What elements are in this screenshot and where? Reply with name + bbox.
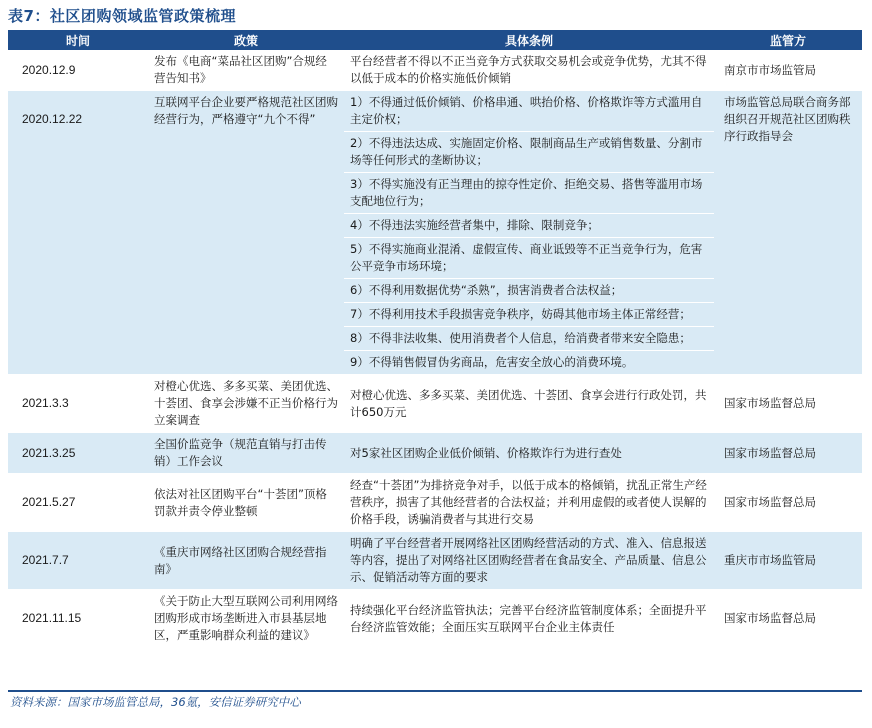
detail-item: 8）不得非法收集、使用消费者个人信息，给消费者带来安全隐患； (344, 327, 714, 351)
header-date: 时间 (8, 32, 148, 50)
table-row (8, 375, 862, 433)
row-regulator: 重庆市市场监管局 (714, 532, 862, 590)
bottom-rule (8, 690, 862, 692)
row-regulator: 国家市场监督总局 (714, 433, 862, 474)
detail-item: 4）不得违法实施经营者集中，排除、限制竞争； (344, 214, 714, 238)
detail-item: 3）不得实施没有正当理由的掠夺性定价、拒绝交易、搭售等滥用市场支配地位行为； (344, 173, 714, 214)
table-title: 表7：社区团购领域监管政策梳理 (8, 7, 236, 25)
row-regulator: 市场监管总局联合商务部组织召开规范社区团购秩序行政指导会 (714, 91, 862, 375)
row-policy: 互联网平台企业要严格规范社区团购经营行为，严格遵守“九个不得” (148, 91, 344, 375)
header-policy: 政策 (148, 32, 344, 50)
row-policy: 对橙心优选、多多买菜、美团优选、十荟团、食享会涉嫌不正当价格行为立案调查 (148, 375, 344, 433)
source-note: 资料来源：国家市场监管总局，36氪，安信证券研究中心 (10, 695, 301, 709)
row-date: 2020.12.9 (8, 50, 148, 91)
detail-item: 5）不得实施商业混淆、虚假宣传、商业诋毁等不正当竞争行为，危害公平竞争市场环境； (344, 238, 714, 279)
row-details: 持续强化平台经济监管执法；完善平台经济监管制度体系；全面提升平台经济监管效能；全面压实互联网平台企业主体责任 (344, 590, 714, 648)
detail-item: 2）不得违法达成、实施固定价格、限制商品生产或销售数量、分割市场等任何形式的垄断协议； (344, 132, 714, 173)
detail-item: 9）不得销售假冒伪劣商品，危害安全放心的消费环境。 (350, 355, 634, 369)
row-regulator: 南京市市场监管局 (714, 50, 862, 91)
table-row (8, 433, 862, 474)
detail-item: 7）不得利用技术手段损害竞争秩序，妨碍其他市场主体正常经营； (344, 303, 714, 327)
row-date: 2021.11.15 (8, 590, 148, 648)
row-policy: 依法对社区团购平台“十荟团”顶格罚款并责令停业整顿 (148, 474, 344, 532)
row-details: 平台经营者不得以不正当竞争方式获取交易机会或竞争优势，尤其不得以低于成本的价格实施低价倾销 (344, 50, 714, 91)
row-details: 对橙心优选、多多买菜、美团优选、十荟团、食享会进行行政处罚，共计650万元 (344, 375, 714, 433)
row-policy: 发布《电商“菜品社区团购”合规经营告知书》 (148, 50, 344, 91)
row-policy: 《关于防止大型互联网公司利用网络团购形成市场垄断进入市县基层地区，严重影响群众利益的建议》 (148, 590, 344, 648)
row-regulator: 国家市场监督总局 (714, 375, 862, 433)
table-row (8, 474, 862, 532)
table-row (8, 532, 862, 590)
row-regulator: 国家市场监督总局 (714, 590, 862, 648)
row-policy: 《重庆市网络社区团购合规经营指南》 (148, 532, 344, 590)
row-date: 2021.7.7 (8, 532, 148, 590)
detail-item: 6）不得利用数据优势“杀熟”，损害消费者合法权益； (344, 279, 714, 303)
policy-table (8, 32, 862, 648)
row-date: 2021.3.3 (8, 375, 148, 433)
table-row (8, 91, 862, 375)
table-row (8, 50, 862, 91)
row-policy: 全国价监竞争（规范直销与打击传销）工作会议 (148, 433, 344, 474)
row-details: 明确了平台经营者开展网络社区团购经营活动的方式、准入、信息报送等内容，提出了对网络社区团购经营者在食品安全、产品质量、信息公示、促销活动等方面的要求 (344, 532, 714, 590)
row-date: 2021.5.27 (8, 474, 148, 532)
header-regulator: 监管方 (714, 32, 862, 50)
row-details: 对5家社区团购企业低价倾销、价格欺诈行为进行查处 (344, 433, 714, 474)
detail-item: 1）不得通过低价倾销、价格串通、哄抬价格、价格欺诈等方式滥用自主定价权； (344, 91, 714, 132)
row-details: 经查“十荟团”为排挤竞争对手，以低于成本的格倾销，扰乱正常生产经营秩序，损害了其他经营者的合法权益；并利用虚假的或者使人误解的价格手段，诱骗消费者与其进行交易 (344, 474, 714, 532)
row-regulator: 国家市场监督总局 (714, 474, 862, 532)
row-date: 2021.3.25 (8, 433, 148, 474)
header-details: 具体条例 (344, 32, 714, 50)
table-row (8, 590, 862, 648)
row-details (344, 91, 714, 375)
row-date: 2020.12.22 (8, 91, 148, 375)
header-row (8, 32, 862, 50)
